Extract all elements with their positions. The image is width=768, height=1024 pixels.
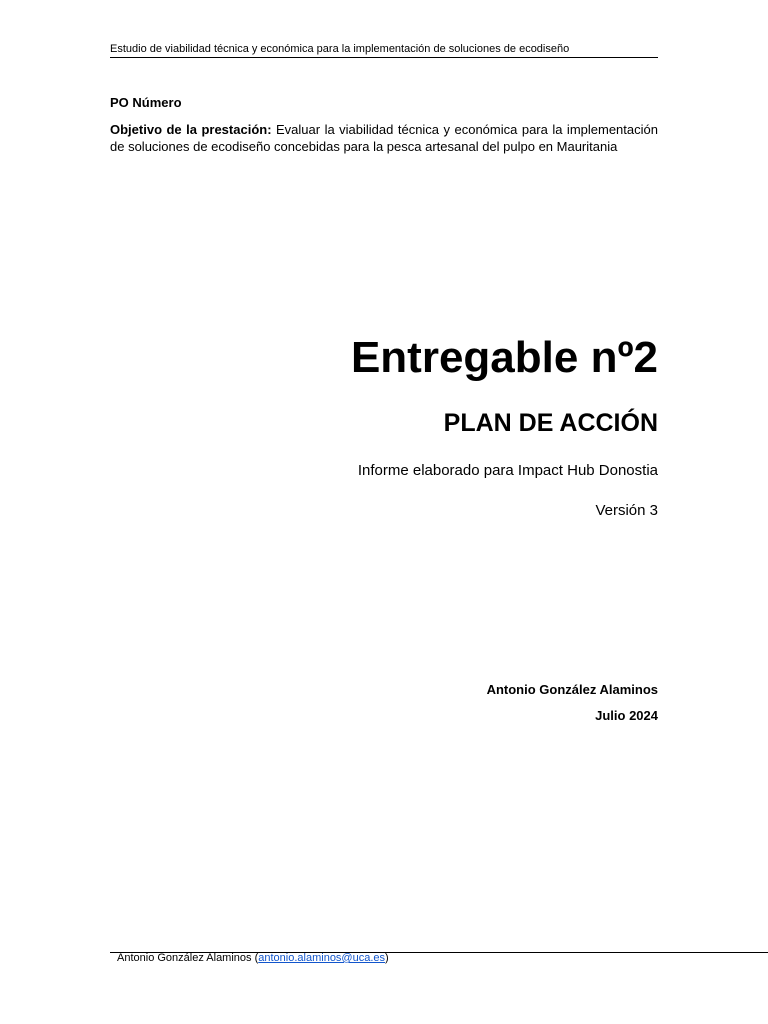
footer-author-name: Antonio González Alaminos	[117, 952, 252, 964]
document-title: Entregable nº2	[350, 333, 658, 382]
footer-open-paren: (	[254, 952, 259, 964]
po-number-label: PO Número	[110, 95, 182, 110]
document-subtitle: PLAN DE ACCIÓN	[443, 409, 658, 437]
page-footer	[117, 951, 389, 965]
version-label: Versión 3	[595, 502, 658, 519]
objective-paragraph	[110, 122, 658, 155]
page-header	[110, 42, 658, 58]
objective-label: Objetivo de la prestación:	[110, 122, 272, 137]
running-title: Estudio de viabilidad técnica y económica para la implementación de soluciones de ecodiseño	[110, 43, 570, 55]
footer-close-paren: )	[385, 952, 389, 964]
footer-email-link[interactable]: antonio.alaminos@uca.es	[258, 952, 386, 964]
author-name: Antonio González Alaminos	[486, 682, 658, 697]
objective-text: Evaluar la viabilidad técnica y económica para la implementación de soluciones de ecodiseño concebidas para la pesca artesanal del pulpo en Mauritania	[110, 122, 658, 154]
prepared-for-line: Informe elaborado para Impact Hub Donostia	[357, 462, 658, 479]
document-date: Julio 2024	[595, 708, 658, 723]
